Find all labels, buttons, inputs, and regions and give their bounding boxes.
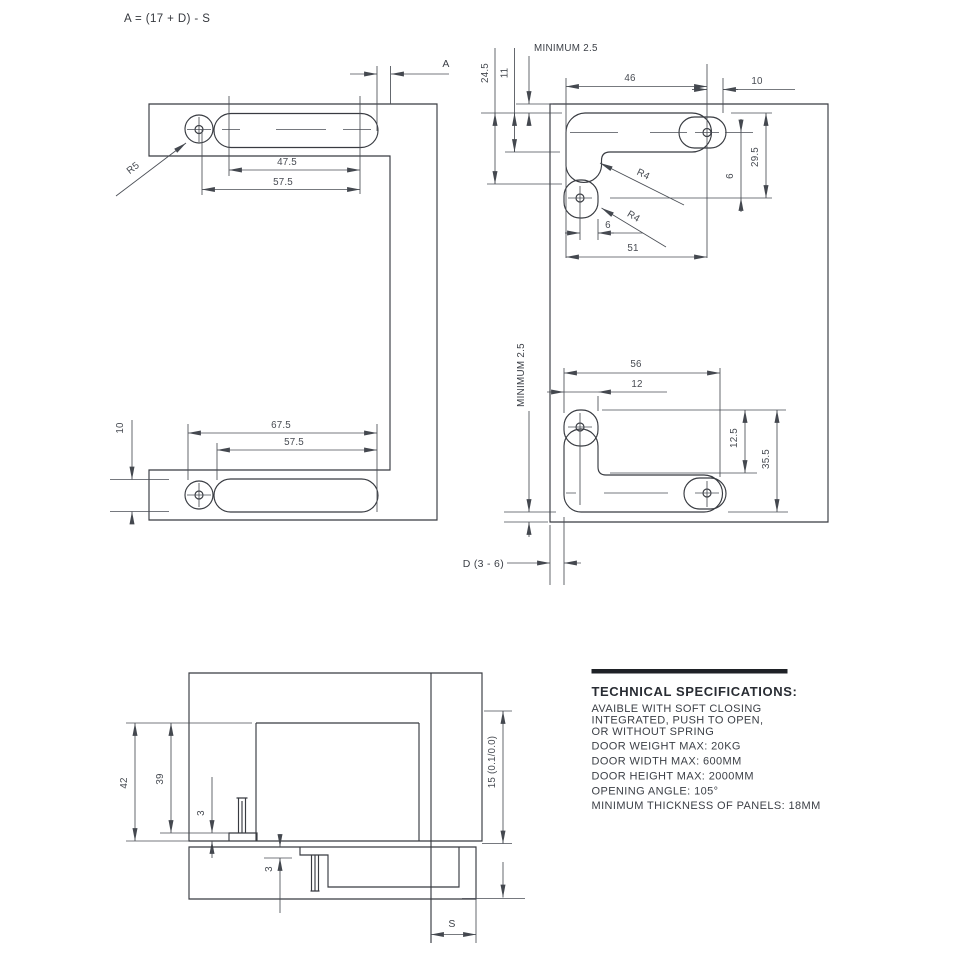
dim-label-r4-upper: R4	[634, 166, 652, 183]
right-view	[463, 43, 828, 585]
dim-label-6-right: 6	[725, 173, 736, 179]
formula-text: A = (17 + D) - S	[124, 13, 211, 25]
dimension-42	[119, 723, 135, 841]
dim-label-12: 12	[631, 379, 643, 390]
spec-line-1: AVAIBLE WITH SOFT CLOSING	[591, 703, 762, 715]
dim-label-29-5: 29.5	[750, 147, 761, 167]
dim-label-12-5: 12.5	[729, 428, 740, 448]
dim-label-r4-lower: R4	[624, 208, 642, 225]
spec-line-8: MINIMUM THICKNESS OF PANELS: 18MM	[591, 800, 821, 812]
dimension-57-5-top	[202, 177, 360, 190]
dim-label-51: 51	[627, 243, 639, 254]
door-section-outline	[189, 673, 482, 841]
dimension-29-5	[610, 113, 772, 198]
upper-screw	[237, 798, 248, 833]
dim-label-6-bottom: 6	[605, 220, 611, 231]
dim-label-s: S	[448, 918, 456, 930]
dimension-10-slot-height	[110, 420, 169, 524]
spec-line-7: OPENING ANGLE: 105°	[591, 785, 719, 798]
dim-label-11: 11	[499, 67, 511, 79]
spec-line-2: INTEGRATED, PUSH TO OPEN,	[591, 714, 764, 727]
lower-screw	[311, 855, 320, 891]
section-view	[119, 673, 525, 943]
dim-label-10-offset: 10	[751, 76, 763, 87]
dimension-35-5	[761, 410, 777, 512]
dim-label-46: 46	[624, 73, 636, 84]
base-panel-outline	[189, 847, 476, 899]
dim-label-d: D (3 - 6)	[462, 558, 504, 570]
spec-line-4: DOOR WEIGHT MAX: 20KG	[591, 740, 741, 753]
side-panel-outline	[550, 104, 828, 522]
dim-label-67-5: 67.5	[271, 420, 291, 431]
dimension-6-bottom	[565, 219, 643, 240]
specs-panel	[592, 669, 821, 812]
dimension-51	[566, 243, 707, 257]
specs-title: TECHNICAL SPECIFICATIONS:	[591, 684, 798, 699]
lower-pocket	[564, 410, 726, 512]
dim-label-57-5-bottom: 57.5	[284, 437, 304, 448]
dimension-46	[566, 64, 723, 258]
dimension-56	[564, 359, 720, 477]
leader-r4-upper	[600, 163, 684, 205]
mount-step	[229, 833, 257, 841]
dim-label-39: 39	[155, 773, 166, 785]
dimension-3-upper	[196, 777, 212, 858]
dim-label-3-lower: 3	[264, 866, 275, 872]
dim-label-3-upper: 3	[196, 810, 207, 816]
dim-label-24-5: 24.5	[480, 63, 491, 83]
dim-label-57-5-top: 57.5	[273, 177, 293, 188]
dimension-15	[462, 711, 525, 899]
hinge-body-section	[256, 723, 419, 841]
dim-label-42: 42	[119, 777, 130, 789]
dim-label-56: 56	[630, 359, 642, 370]
dim-label-10: 10	[115, 422, 126, 434]
spec-line-5: DOOR WIDTH MAX: 600MM	[591, 755, 742, 768]
spec-line-6: DOOR HEIGHT MAX: 2000MM	[591, 770, 754, 783]
dimension-a	[350, 58, 450, 131]
base-pocket	[300, 847, 459, 887]
dimension-s	[431, 899, 476, 943]
left-view	[110, 58, 450, 524]
dimension-57-5-bottom	[217, 437, 377, 450]
dimension-3-lower	[264, 834, 292, 913]
leader-r5	[116, 143, 186, 196]
spec-line-3: OR WITHOUT SPRING	[591, 726, 715, 738]
specs-divider-bar	[592, 669, 788, 674]
dim-label-35-5: 35.5	[761, 449, 772, 469]
label-minimum-top: MINIMUM 2.5	[534, 43, 598, 54]
dim-label-47-5: 47.5	[277, 157, 297, 168]
dim-label-15: 15 (0.1/0.0)	[487, 735, 498, 789]
dimension-d	[463, 517, 581, 585]
dimension-10-offset	[692, 76, 795, 90]
dim-label-r5: R5	[124, 160, 142, 177]
dimension-67-5	[188, 420, 377, 512]
dimension-39	[155, 723, 171, 833]
dimension-11	[500, 48, 515, 152]
dim-label-a: A	[442, 58, 450, 70]
dimension-12	[547, 379, 667, 392]
leader-r4-lower	[602, 208, 667, 247]
top-hinge-slot	[185, 114, 378, 148]
dimension-minimum-left	[504, 343, 556, 537]
bottom-hinge-slot	[185, 479, 378, 512]
label-minimum-left: MINIMUM 2.5	[516, 343, 527, 407]
